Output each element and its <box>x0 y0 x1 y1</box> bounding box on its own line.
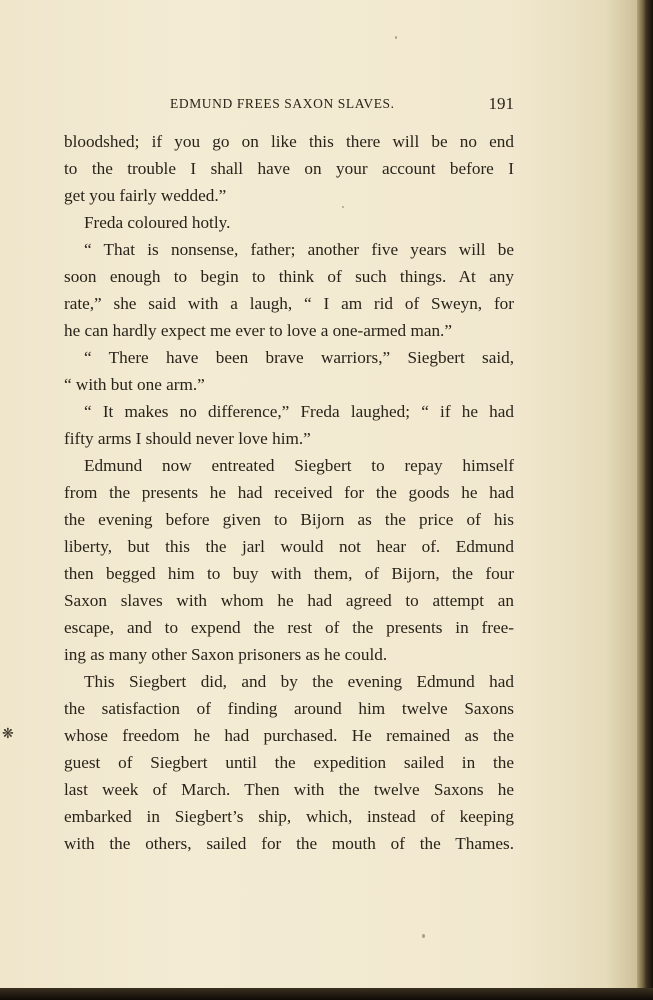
text-line: “ There have been brave warriors,” Siegbert said, <box>84 348 514 367</box>
text-line: fifty arms I should never love him.” <box>64 429 311 448</box>
page-header <box>64 96 514 120</box>
running-head: EDMUND FREES SAXON SLAVES. <box>170 96 395 111</box>
book-spine-edge <box>637 0 653 1000</box>
text-line: This Siegbert did, and by the evening Edmund had <box>84 672 514 691</box>
text-line: the satisfaction of finding around him twelve Saxons <box>64 699 514 718</box>
text-line: get you fairly wedded.” <box>64 186 227 205</box>
text-line: with the others, sailed for the mouth of the Thames. <box>64 834 514 853</box>
text-line: rate,” she said with a laugh, “ I am rid of Sweyn, for <box>64 294 514 313</box>
text-line: whose freedom he had purchased. He remained as the <box>64 726 514 745</box>
text-line: bloodshed; if you go on like this there will be no end <box>64 132 514 151</box>
speck-mark <box>422 934 425 938</box>
text-line: soon enough to begin to think of such things. At any <box>64 267 514 286</box>
text-line: then begged him to buy with them, of Bijorn, the four <box>64 564 514 583</box>
text-line: ing as many other Saxon prisoners as he could. <box>64 645 388 664</box>
text-line: liberty, but this the jarl would not hear of. Edmund <box>64 537 514 556</box>
smudge-mark-icon: ❋ <box>2 727 14 742</box>
text-line: escape, and to expend the rest of the presents in free- <box>64 618 514 637</box>
text-line: Edmund now entreated Siegbert to repay himself <box>84 456 514 475</box>
body-text <box>64 128 514 857</box>
text-line: “ with but one arm.” <box>64 375 205 394</box>
text-line: guest of Siegbert until the expedition sailed in the <box>64 753 514 772</box>
page-number: 191 <box>488 94 514 113</box>
text-line: the evening before given to Bijorn as the price of his <box>64 510 514 529</box>
text-line: last week of March. Then with the twelve Saxons he <box>64 780 514 799</box>
text-line: he can hardly expect me ever to love a one-armed man.” <box>64 321 452 340</box>
text-line: embarked in Siegbert’s ship, which, instead of keeping <box>64 807 514 826</box>
speck-mark <box>395 36 397 39</box>
text-line: Freda coloured hotly. <box>84 213 231 232</box>
text-line: to the trouble I shall have on your account before I <box>64 159 514 178</box>
text-line: “ That is nonsense, father; another five years will be <box>84 240 514 259</box>
text-line: “ It makes no difference,” Freda laughed; “ if he had <box>84 402 514 421</box>
text-line: from the presents he had received for the goods he had <box>64 483 514 502</box>
speck-mark <box>342 206 344 208</box>
page-bottom-edge <box>0 988 653 1000</box>
text-line: Saxon slaves with whom he had agreed to attempt an <box>64 591 514 610</box>
